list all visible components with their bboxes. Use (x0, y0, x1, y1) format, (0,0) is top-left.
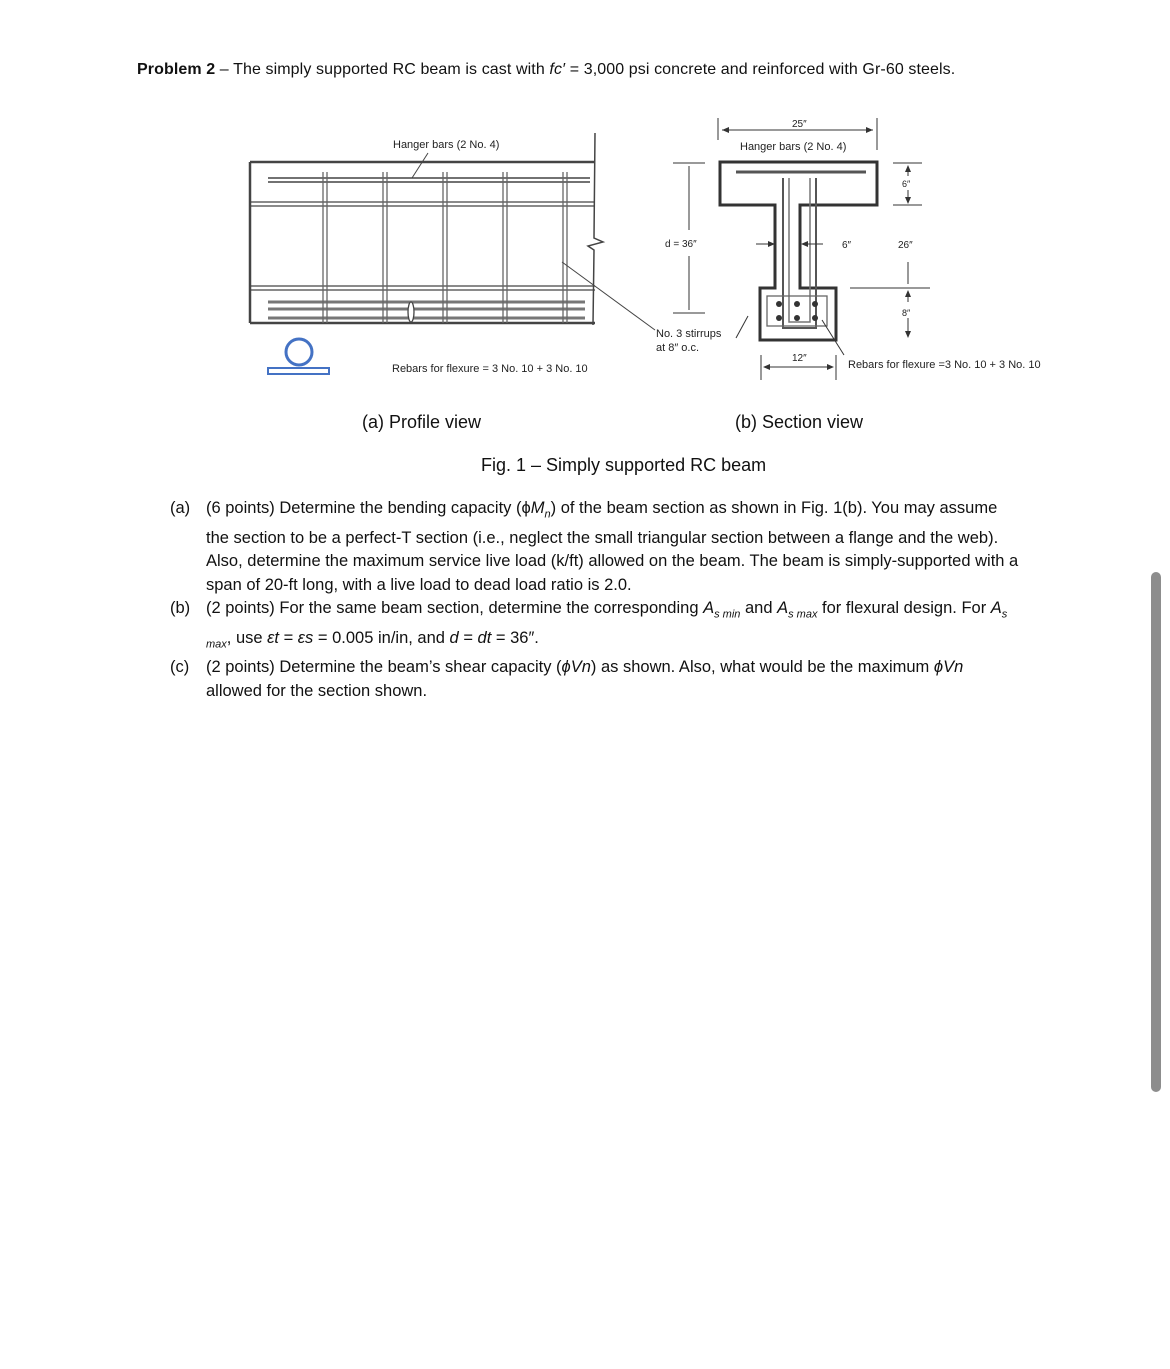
phi-vn-symbol-2: ϕVn (933, 658, 964, 677)
question-b-text-3: , use (226, 628, 268, 647)
question-a-label: (a) (170, 499, 191, 517)
section-rebar-label: Rebars for flexure =3 No. 10 + 3 No. 10 (848, 359, 1041, 371)
figure-title: Fig. 1 – Simply supported RC beam (481, 455, 767, 475)
stirrups-label-line2: at 8″ o.c. (656, 342, 700, 354)
question-a-text-1: (6 points) Determine the bending capacity ( (206, 499, 522, 517)
question-c-text-3: allowed for the section shown. (206, 681, 428, 700)
fc-symbol: fc′ (549, 61, 566, 78)
phi-vn-symbol: ϕVn (561, 658, 591, 677)
question-a (170, 497, 1020, 597)
problem-text-pre: The simply supported RC beam is cast with (233, 61, 550, 78)
problem-text-post: = 3,000 psi concrete and reinforced with Gr-60 steels. (565, 61, 956, 78)
as-symbol-3: A (990, 598, 1002, 617)
question-a-text-2: ) of the beam section as shown in Fig. 1(b). You may assume the section to be a perfect-T section (i.e., neglect the small triangular section between a flange and the web). Also, determine the maximum service live load (k/ft) allowed on the beam. The beam is simply-supported with a span of 20-ft long, with a live load to dead load ratio is 2.0. (206, 499, 1019, 594)
as-min-subscript: s min (714, 608, 741, 621)
question-c (170, 656, 1020, 703)
dt-symbol: dt (477, 628, 492, 647)
question-b-label: (b) (170, 598, 191, 617)
section-bottom-label: 8″ (902, 308, 911, 318)
vertical-scrollbar[interactable] (1151, 572, 1161, 1092)
section-web-label: 6″ (842, 240, 852, 251)
m-symbol: M (530, 499, 545, 517)
question-b (170, 597, 1020, 656)
and-text: and (740, 598, 778, 617)
question-c-label: (c) (170, 658, 190, 677)
profile-view (250, 133, 655, 374)
profile-caption: (a) Profile view (362, 412, 482, 432)
question-b-text-4: = 0.005 in/in, and (313, 628, 450, 647)
as-symbol: A (703, 598, 715, 617)
as-max-subscript: s max (788, 608, 818, 621)
stirrups-label-line1: No. 3 stirrups (656, 328, 722, 340)
beam-figure (0, 0, 1170, 400)
epsilon-t-symbol: εt (267, 628, 279, 647)
question-c-text-2: ) as shown. Also, what would be the maximum (590, 658, 934, 677)
section-flange-label: 6″ (902, 179, 911, 189)
section-caption: (b) Section view (735, 412, 864, 432)
profile-rebar-label: Rebars for flexure = 3 No. 10 + 3 No. 10 (392, 363, 588, 375)
problem-dash: – (215, 61, 234, 78)
n-subscript: n (544, 508, 551, 521)
question-b-text-1: (2 points) For the same beam section, determine the corresponding (206, 598, 704, 617)
equals-text: = (278, 628, 298, 647)
question-b-text-2: for flexural design. For (817, 598, 991, 617)
section-depth-label: 26″ (898, 240, 913, 251)
phi-symbol: ϕ (521, 499, 531, 517)
as-max-subscript-2: s max (206, 608, 1008, 650)
profile-hanger-label: Hanger bars (2 No. 4) (393, 139, 500, 151)
problem-label: Problem 2 (137, 61, 216, 78)
stirrups (323, 172, 567, 323)
question-b-text-5: = (458, 628, 478, 647)
as-symbol-2: A (777, 598, 789, 617)
d-symbol: d (449, 628, 459, 647)
pin-support-icon (286, 339, 312, 365)
section-width-label: 25″ (792, 119, 807, 130)
question-list (170, 497, 1020, 703)
section-view (673, 118, 930, 380)
question-b-text-6: = 36″. (491, 628, 539, 647)
epsilon-s-symbol: εs (297, 628, 314, 647)
section-d-label: d = 36″ (665, 239, 697, 250)
section-hanger-label: Hanger bars (2 No. 4) (740, 141, 847, 153)
section-bulb-label: 12″ (792, 353, 807, 364)
question-c-text-1: (2 points) Determine the beam’s shear capacity ( (206, 658, 562, 677)
